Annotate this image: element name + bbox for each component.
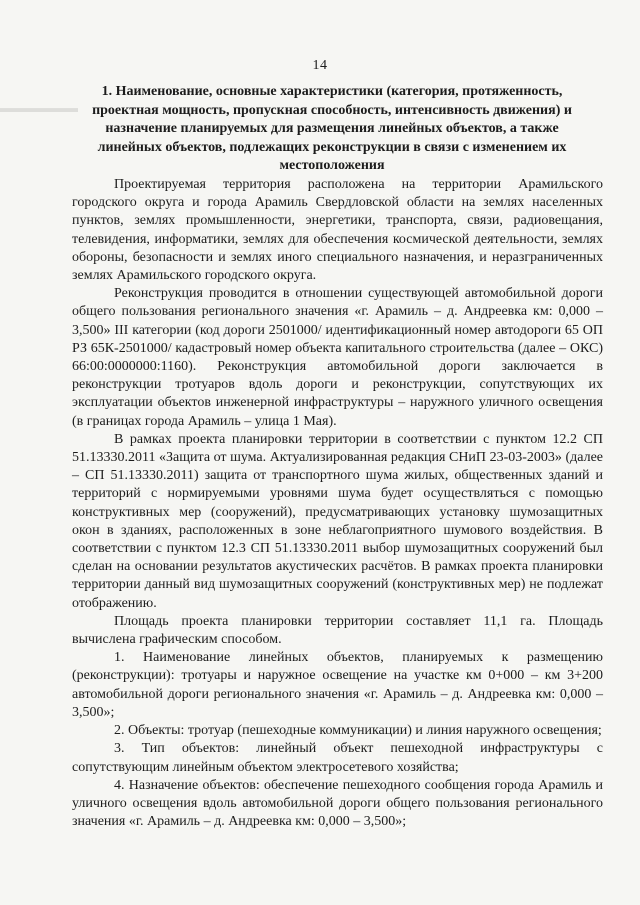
paragraph: В рамках проекта планировки территории в соответствии с пунктом 12.2 СП 51.13330.2011 «Защита от шума. Актуализированная редакция СНиП 23-03-2003» (далее – СП 51.13330.2011) защита от транспортного шума жилых, общественных зданий и территорий с нормируемыми уровнями шума будет осуществляться с помощью конструктивных мер (сооружений), предусматривающих установку шумозащитных окон в зданиях, расположенных в зоне неблагоприятного шумового воздействия. В соответствии с пунктом 12.3 СП 51.13330.2011 выбор шумозащитных сооружений был сделан на основании результатов акустических расчётов. В рамках проекта планировки территории данный вид шумозащитных сооружений (конструктивных мер) не подлежат отображению.: [72, 431, 603, 611]
paragraph: Проектируемая территория расположена на территории Арамильского городского округа и города Арамиль Свердловской области на землях населенных пунктов, землях промышленности, энергетики, транспорта, связи, радиовещания, телевидения, информатики, землях для обеспечения космической деятельности, землях обороны, безопасности и землях иного специального назначения, и неразграниченных землях Арамильского городского округа.: [72, 177, 603, 284]
paragraph: Площадь проекта планировки территории составляет 11,1 га. Площадь вычислена графическим способом.: [72, 613, 603, 648]
list-item: 2. Объекты: тротуар (пешеходные коммуникации) и линия наружного освещения;: [114, 723, 602, 739]
list-item: 1. Наименование линейных объектов, планируемых к размещению (реконструкции): тротуары и наружное освещение на участке км 0+000 – км 3+200 автомобильной дороги регионального значения «г. Арамиль – д. Андреевка км: 0,000 – 3,500»;: [72, 650, 603, 720]
body-text: [72, 176, 603, 831]
list-item: 4. Назначение объектов: обеспечение пешеходного сообщения города Арамиль и уличного освещения вдоль автомобильной дороги общего пользования регионального значения «г. Арамиль – д. Андреевка км: 0,000 – 3,500»;: [72, 777, 603, 830]
section-heading: 1. Наименование, основные характеристики (категория, протяженность, проектная мощность, пропускная способность, интенсивность движения) и назначение планируемых для размещения линейных объектов, а также линейных объектов, подлежащих реконструкции в связи с изменением их местоположения: [92, 84, 572, 174]
bleed-through-decoration: ▬▬▬▬▬▬: [0, 100, 78, 115]
list-item: 3. Тип объектов: линейный объект пешеходной инфраструктуры с сопутствующим линейным объектом электросетевого хозяйства;: [72, 741, 603, 775]
paragraph: Реконструкция проводится в отношении существующей автомобильной дороги общего пользования регионального значения «г. Арамиль – д. Андреевка км: 0,000 – 3,500» III категории (код дороги 2501000/ идентификационный номер автодороги 65 ОП РЗ 65К-2501000/ кадастровый номер объекта капитального строительства (далее – ОКС) 66:00:0000000:1160). Реконструкция автомобильной дороги заключается в реконструкции тротуаров вдоль дороги и реконструкции, сопутствующих их эксплуатации объектов инженерной инфраструктуры – наружного уличного освещения (в границах города Арамиль – улица 1 Мая).: [72, 286, 603, 429]
page-number: 14: [312, 58, 328, 73]
